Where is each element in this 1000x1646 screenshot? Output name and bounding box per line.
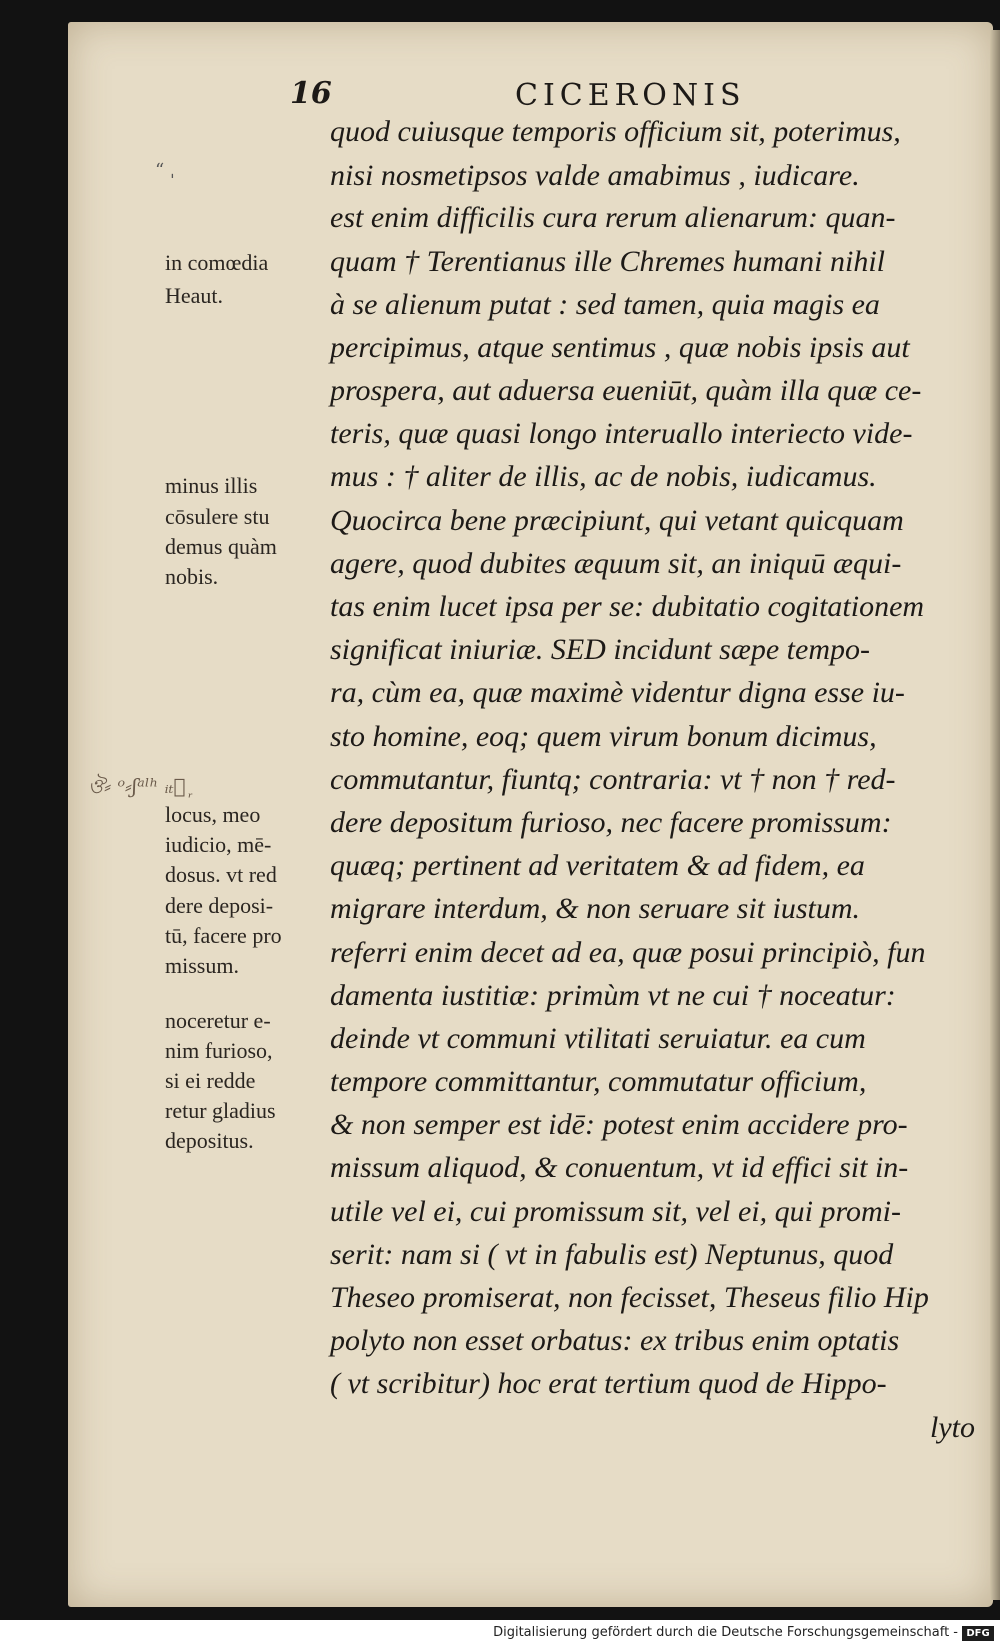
footer-credit: Digitalisierung gefördert durch die Deutsche Forschungsgemeinschaft - xyxy=(493,1625,958,1640)
margin-note: Heaut. xyxy=(165,283,224,308)
text-line: ra, cùm ea, quæ maximè videntur digna esse iu- xyxy=(330,676,905,709)
text-line: migrare interdum, & non seruare sit iustum. xyxy=(330,892,860,925)
margin-note: tū, facere pro xyxy=(165,923,282,948)
text-line: referri enim decet ad ea, quæ posui principiò, fun xyxy=(330,936,926,969)
text-line: polyto non esset orbatus: ex tribus enim optatis xyxy=(330,1324,900,1357)
margin-note: depositus. xyxy=(165,1128,254,1153)
margin-note: cōsulere stu xyxy=(165,504,270,529)
margin-note: minus illis xyxy=(165,473,258,498)
text-line: teris, quæ quasi longo interuallo interiecto vide- xyxy=(330,417,913,450)
text-line: ( vt scribitur) hoc erat tertium quod de Hippo- xyxy=(330,1367,887,1400)
margin-note: demus quàm xyxy=(165,534,277,559)
text-line: deinde vt communi vtilitati seruiatur. ea cum xyxy=(330,1022,866,1055)
margin-note: retur gladius xyxy=(165,1098,276,1123)
text-line: serit: nam si ( vt in fabulis est) Neptunus, quod xyxy=(330,1238,894,1271)
text-line: damenta iustitiæ: primùm vt ne cui † noceatur: xyxy=(330,979,896,1012)
text-line: agere, quod dubites æquum sit, an iniquū æqui- xyxy=(330,547,902,580)
page-number: 16 xyxy=(290,76,332,111)
text-line: à se alienum putat : sed tamen, quia magis ea xyxy=(330,288,880,321)
text-line: Quocirca bene præcipiunt, qui vetant quicquam xyxy=(330,504,904,537)
margin-note: nobis. xyxy=(165,564,219,589)
text-line: tas enim lucet ipsa per se: dubitatio cogitationem xyxy=(330,590,925,623)
margin-note: dosus. vt red xyxy=(165,862,277,887)
digitization-footer xyxy=(0,1622,1000,1646)
text-line: tempore committantur, commutatur officium, xyxy=(330,1065,867,1098)
handwritten-annotation: ঔ⸗ ᵒ⸗ʃᵃˡʰ ᵢₜ᷊ ᷊ xyxy=(88,774,191,798)
margin-marks: “ ˌ xyxy=(155,160,175,181)
text-line: est enim difficilis cura rerum alienarum: quan- xyxy=(330,201,896,234)
margin-note: dere deposi- xyxy=(165,893,274,918)
page-header xyxy=(290,76,810,116)
text-line: mus : † aliter de illis, ac de nobis, iudicamus. xyxy=(330,460,877,493)
text-line: significat iniuriæ. SED incidunt sæpe tempo- xyxy=(330,633,870,666)
margin-note: locus, meo xyxy=(165,802,261,827)
text-line: & non semper est idē: potest enim accidere pro- xyxy=(330,1108,908,1141)
running-title: CICERONIS xyxy=(515,78,746,113)
text-line: sto homine, eoq; quem virum bonum dicimus, xyxy=(330,720,877,753)
text-line: nisi nosmetipsos valde amabimus , iudicare. xyxy=(330,159,860,192)
text-line: prospera, aut aduersa eueniūt, quàm illa quæ ce- xyxy=(330,374,922,407)
text-line: quam † Terentianus ille Chremes humani nihil xyxy=(330,245,885,278)
catchword: lyto xyxy=(930,1411,975,1444)
margin-note: iudicio, mē- xyxy=(165,832,272,857)
text-line: commutantur, fiuntq; contraria: vt † non † red- xyxy=(330,763,896,796)
text-line: Theseo promiserat, non fecisset, Theseus filio Hip xyxy=(330,1281,929,1314)
text-line: quæq; pertinent ad veritatem & ad fidem, ea xyxy=(330,849,865,882)
margin-note: missum. xyxy=(165,953,239,978)
dfg-logo: DFG xyxy=(962,1626,994,1641)
text-line: dere depositum furioso, nec facere promissum: xyxy=(330,806,892,839)
text-line: utile vel ei, cui promissum sit, vel ei, qui promi- xyxy=(330,1195,902,1228)
text-line: percipimus, atque sentimus , quæ nobis ipsis aut xyxy=(330,331,910,364)
margin-note: si ei redde xyxy=(165,1068,256,1093)
text-line: missum aliquod, & conuentum, vt id effici sit in- xyxy=(330,1151,909,1184)
page-edge xyxy=(990,30,1000,1600)
text-line: quod cuiusque temporis officium sit, poterimus, xyxy=(330,115,901,148)
margin-note: nim furioso, xyxy=(165,1038,273,1063)
margin-note: noceretur e- xyxy=(165,1008,271,1033)
margin-note: in comœdia xyxy=(165,250,269,275)
